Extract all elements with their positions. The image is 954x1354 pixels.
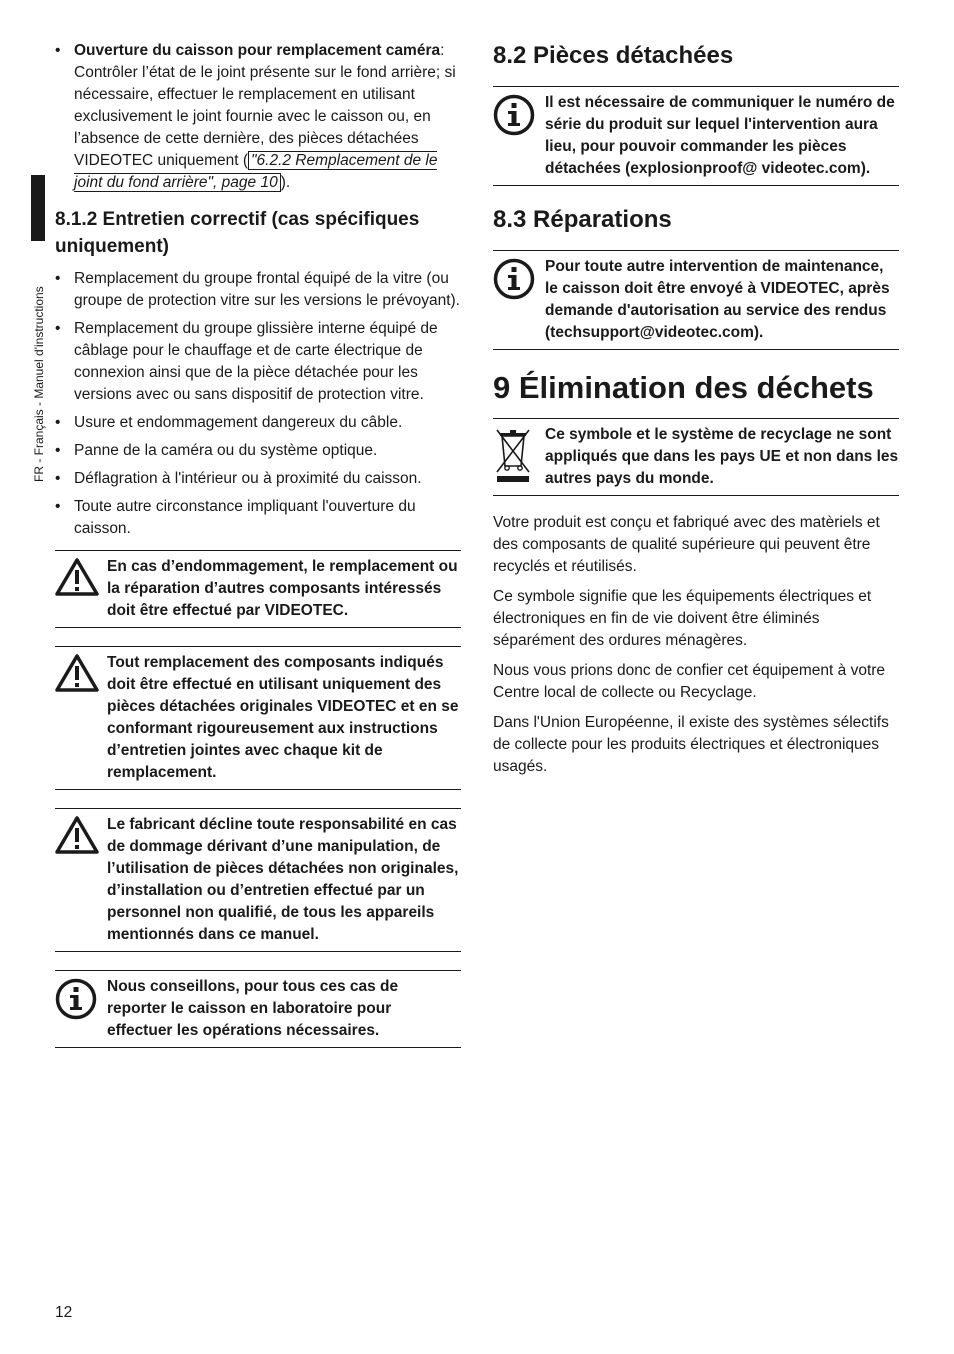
warning-text: Le fabricant décline toute responsabilité en cas de dommage dérivant d’une manipulation, de l’utilisation de pièces détachées non originales, d’installation ou d’entretien effectué par un personnel non qualifié, de tous les appareils mentionnés dans ce manuel. — [107, 816, 459, 943]
info-icon — [55, 978, 97, 1020]
section-9-title: 9 Élimination des déchets — [493, 370, 874, 405]
recycling-notice-text: Ce symbole et le système de recyclage ne sont appliqués que dans les pays UE et non dans les autres pays du monde. — [545, 426, 899, 487]
list-item: • Remplacement du groupe frontal équipé de la vitre (ou groupe de protection vitre sur les versions le prévoyant). — [55, 268, 461, 312]
list-item: • Panne de la caméra ou du système optique. — [55, 440, 461, 462]
section-812-title: 8.1.2 Entretien correctif (cas spécifiques uniquement) — [55, 209, 420, 257]
warning-notice — [55, 646, 461, 790]
right-column — [493, 40, 899, 786]
list-item: • Toute autre circonstance impliquant l'ouverture du caisson. — [55, 496, 461, 540]
body-paragraph: Ce symbole signifie que les équipements électriques et électroniques en fin de vie doivent être éliminés séparément des ordures ménagères. — [493, 588, 872, 649]
recycling-notice — [493, 418, 899, 496]
info-icon — [493, 258, 535, 300]
list-item: • Remplacement du groupe glissière interne équipé de câblage pour le chauffage et de carte électrique de connexion ainsi que de la pièce détachée pour les versions avec ou sans dispositif de protection vitre. — [55, 318, 461, 406]
info-icon — [493, 94, 535, 136]
body-paragraph: Votre produit est conçu et fabriqué avec des matèriels et des composants de qualité supérieure qui peuvent être recyclés et réutilisés. — [493, 514, 880, 575]
info-text: Nous conseillons, pour tous ces cas de reporter le caisson en laboratoire pour effectuer les opérations nécessaires. — [107, 978, 399, 1039]
warning-icon — [55, 816, 99, 854]
recycle-bin-crossed-icon — [493, 426, 533, 484]
bullet-text: : Contrôler l’état de le joint présente sur le fond arrière; si nécessaire, effectuer le remplacement en utilisant exclusivement le joint fournie avec le caisson ou, en l’absence de cette dernière, des pièces détachées VIDEOTEC uniquement ( — [74, 42, 456, 169]
warning-text: Tout remplacement des composants indiqués doit être effectué en utilisant uniquement des pièces détachées originales VIDEOTEC et en se conformant rigoureusement aux instructions d’entretien jointes avec chaque kit de remplacement. — [107, 654, 459, 781]
page-number: 12 — [55, 1304, 73, 1321]
section-83-title: 8.3 Réparations — [493, 206, 672, 233]
list-item: • Déflagration à l'intérieur ou à proximité du caisson. — [55, 468, 461, 490]
info-notice — [493, 250, 899, 350]
body-paragraph: Nous vous prions donc de confier cet équipement à votre Centre local de collecte ou Recyclage. — [493, 662, 886, 701]
list-item: • Usure et endommagement dangereux du câble. — [55, 412, 461, 434]
bullet-bold: Ouverture du caisson pour remplacement caméra — [74, 42, 441, 59]
info-notice — [493, 86, 899, 186]
info-notice — [55, 970, 461, 1048]
intro-list — [55, 40, 461, 194]
warning-notice — [55, 550, 461, 628]
section-82-title: 8.2 Pièces détachées — [493, 42, 734, 69]
info-text: Il est nécessaire de communiquer le numéro de série du produit sur lequel l'intervention aura lieu, pour pouvoir commander les pièces détachées (explosionproof@ videotec.com). — [545, 94, 895, 177]
left-column — [55, 40, 461, 1048]
cross-reference-link[interactable]: "6.2.2 Remplacement de le joint du fond arrière", page 10 — [74, 152, 438, 191]
body-paragraph: Dans l'Union Européenne, il existe des systèmes sélectifs de collecte pour les produits électriques et électroniques usagés. — [493, 714, 889, 775]
list-item — [55, 40, 461, 194]
warning-notice — [55, 808, 461, 952]
warning-icon — [55, 654, 99, 692]
bullet-after: ). — [280, 174, 291, 191]
warning-text: En cas d’endommagement, le remplacement ou la réparation d’autres composants intéressés doit être effectué par VIDEOTEC. — [107, 558, 458, 619]
sidebar-text: FR - Français - Manuel d'instructions — [32, 286, 46, 482]
section-812-list — [55, 268, 461, 540]
section-9-body — [493, 512, 899, 778]
info-text: Pour toute autre intervention de maintenance, le caisson doit être envoyé à VIDEOTEC, après demande d'autorisation au service des rendus (techsupport@videotec.com). — [545, 258, 890, 341]
warning-icon — [55, 558, 99, 596]
